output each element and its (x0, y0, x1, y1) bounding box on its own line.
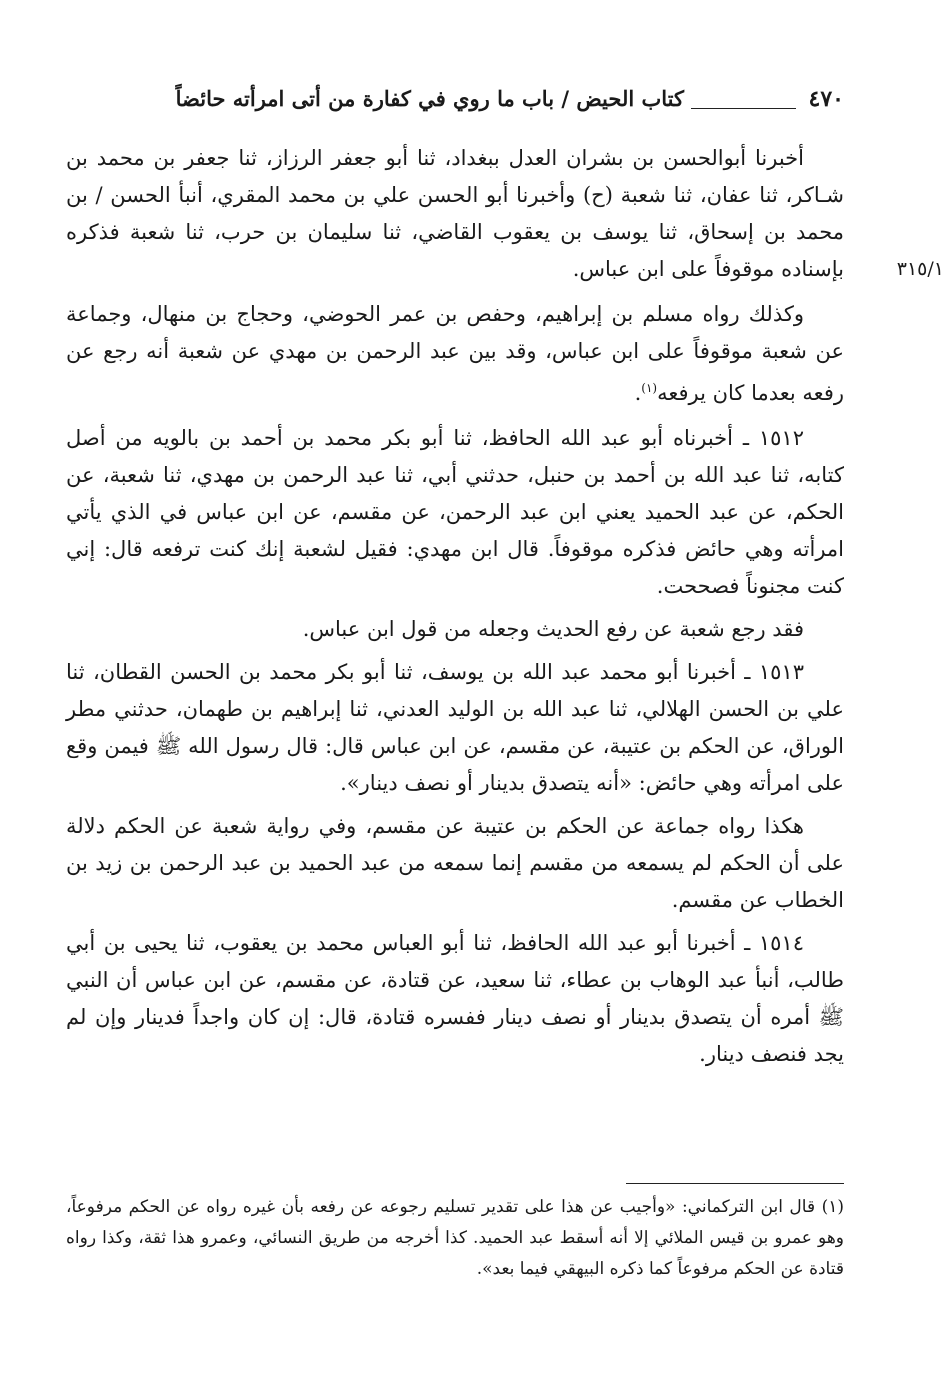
hadith-1513: ١٥١٣ ـ أخبرنا أبو محمد عبد الله بن يوسف، ثنا أبو بكر محمد بن الحسن القطان، ثنا علي بن الحسن الهلالي، ثنا عبد الله بن الوليد العدني، ثنا إبراهيم بن طهمان، حدثني مطر الوراق، عن الحكم بن عتيبة، عن مقسم، عن ابن عباس قال: قال رسول الله ﷺ فيمن وقع على امرأته وهي حائض: «أنه يتصدق بدينار أو نصف دينار». (66, 660, 844, 795)
hadith-1512: ١٥١٢ ـ أخبرناه أبو عبد الله الحافظ، ثنا أبو بكر محمد بن أحمد بن بالويه من أصل كتابه، ثنا عبد الله بن أحمد بن حنبل، حدثني أبي، ثنا عبد الرحمن بن مهدي، ثنا شعبة، عن الحكم، عن عبد الحميد يعني ابن عبد الرحمن، عن مقسم، عن ابن عباس في الذي يأتي امرأته وهي حائض فذكره موقوفاً. قال ابن مهدي: فقيل لشعبة إنك كنت ترفعه قال: إني كنت مجنوناً فصححت. (66, 426, 844, 598)
header-rule (691, 108, 796, 109)
paragraph-2 (66, 296, 844, 412)
running-title: كتاب الحيض / باب ما روي في كفارة من أتى امرأته حائضاً (175, 86, 684, 111)
footnote-marker: (١) (641, 381, 658, 395)
paragraph-1: أخبرنا أبوالحسن بن بشران العدل ببغداد، ثنا أبو جعفر الرزاز، ثنا جعفر بن محمد بن شـاكر، ثنا عفان، ثنا شعبة (ح) وأخبرنا أبو الحسن علي بن محمد المقري، أنبأ الحسن / بن محمد بن إسحاق، ثنا يوسف بن يعقوب القاضي، ثنا سليمان بن حرب، ثنا شعبة فذكره بإسناده موقوفاً على ابن عباس. (66, 146, 844, 281)
paragraph-2-text: وكذلك رواه مسلم بن إبراهيم، وحفص بن عمر الحوضي، وحجاج بن منهال، وجماعة عن شعبة موقوفاً على ابن عباس، وقد بين عبد الرحمن بن مهدي عن شعبة أنه رجع عن رفعه بعدما كان يرفعه (66, 302, 844, 405)
running-header (62, 82, 844, 122)
page-number: ٤٧٠ (808, 86, 844, 112)
footnote-rule (626, 1183, 844, 1184)
footnote-1: (١) قال ابن التركماني: «وأجيب عن هذا على تقدير تسليم رجوعه عن رفعه بأن غيره رواه عن الحكم مرفوعاً، وهو عمرو بن قيس الملائي إلا أنه أسقط عبد الحميد. كذا أخرجه من طريق النسائي، وعمرو هذا ثقة، وكذا رواه قتادة عن الحكم مرفوعاً كما ذكره البيهقي فيما بعد». (66, 1197, 844, 1279)
main-text (66, 140, 844, 1079)
paragraph-commentary-1: فقد رجع شعبة عن رفع الحديث وجعله من قول ابن عباس. (302, 617, 804, 641)
paragraph-commentary-2: هكذا رواه جماعة عن الحكم بن عتيبة عن مقسم، وفي رواية شعبة عن الحكم دلالة على أن الحكم لم يسمعه من مقسم إنما سمعه من عبد الحميد بن عبد الرحمن بن زيد بن الخطاب عن مقسم. (66, 814, 844, 912)
margin-volume-page-ref: ٣١٥/١ (896, 258, 944, 280)
hadith-1514: ١٥١٤ ـ أخبرنا أبو عبد الله الحافظ، ثنا أبو العباس محمد بن يعقوب، ثنا يحيى بن أبي طالب، أنبأ عبد الوهاب بن عطاء، ثنا سعيد، عن قتادة، عن مقسم، عن ابن عباس أن النبي ﷺ أمره أن يتصدق بدينار أو نصف دينار ففسره قتادة، قال: إن كان واجداً فدينار وإن لم يجد فنصف دينار. (66, 931, 844, 1066)
paragraph-2-end: . (634, 381, 642, 405)
